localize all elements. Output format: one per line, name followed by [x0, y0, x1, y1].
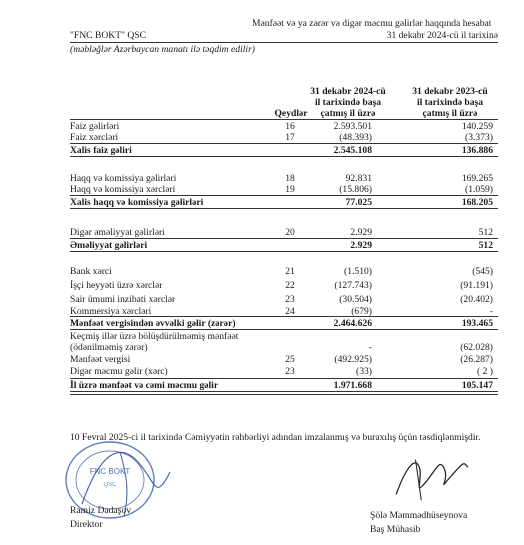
row-value-2024: 2.464.626	[333, 318, 372, 329]
table-row	[70, 145, 495, 156]
row-value-2023: (20.402)	[460, 294, 493, 305]
table-row	[70, 354, 495, 365]
table-row	[70, 380, 495, 391]
row-note: 22	[285, 280, 295, 291]
table-row	[70, 331, 495, 342]
row-label: Kommersiya xərcləri	[70, 306, 152, 317]
row-value-2023: 512	[478, 227, 493, 238]
row-label: Bank xərci	[70, 266, 112, 277]
row-label: Xalis haqq və komissiya gəlirləri	[70, 197, 204, 208]
row-value-2023: (62.028)	[460, 342, 493, 353]
table-row	[70, 294, 495, 305]
row-value-2024: (33)	[356, 366, 372, 377]
row-label: Xalis faiz gəliri	[70, 145, 132, 156]
director-title: Direktor	[70, 519, 103, 530]
row-value-2023: (1.059)	[465, 184, 493, 195]
notes-header: Qeydlər	[274, 108, 308, 119]
table-row	[70, 366, 495, 377]
row-label: (ödənilməmiş zərər)	[70, 342, 148, 353]
row-label: Haqq və komissiya xərcləri	[70, 184, 176, 195]
row-value-2024: (15.806)	[339, 184, 372, 195]
row-value-2023: 168.205	[461, 197, 493, 208]
row-value-2023: 136.886	[461, 145, 493, 156]
company-name: "FNC BOKT" QSC	[70, 30, 147, 41]
row-note: 19	[285, 184, 295, 195]
table-rule	[70, 208, 498, 209]
row-value-2023: 512	[478, 240, 493, 251]
table-rule	[70, 378, 498, 379]
svg-text:QSC: QSC	[103, 482, 117, 488]
table-rule	[70, 391, 498, 395]
row-value-2024: (48.393)	[339, 132, 372, 143]
row-value-2023: 193.465	[461, 318, 493, 329]
chief-accountant-signature-icon	[385, 448, 475, 506]
table-row	[70, 197, 495, 208]
row-note: 23	[285, 294, 295, 305]
col2-header: 31 dekabr 2023-cü il tarixində başa çatmış il üzrə	[412, 86, 488, 119]
row-value-2023: (26.287)	[460, 354, 493, 365]
row-label: Keçmiş illər üzrə bölüşdürülməmiş mənfəət	[70, 331, 239, 342]
row-value-2023: -	[489, 306, 493, 317]
director-name: Ramiz Dadaşov	[70, 505, 132, 516]
row-label: Digər əməliyyat gəlirləri	[70, 227, 165, 238]
table-row	[70, 227, 495, 238]
table-rule	[70, 195, 498, 196]
row-label: İl üzrə mənfəət və cəmi məcmu gəlir	[70, 380, 219, 391]
row-value-2024: (30.504)	[339, 294, 372, 305]
col1-header: 31 dekabr 2024-cü il tarixində başa çatmış il üzrə	[310, 86, 386, 119]
row-value-2024: -	[368, 342, 372, 353]
table-row	[70, 240, 495, 251]
table-row	[70, 280, 495, 291]
table-rule	[70, 316, 498, 317]
table-row	[70, 266, 495, 277]
row-label: Haqq və komissiya gəlirləri	[70, 173, 177, 184]
row-label: Faiz gəlirləri	[70, 121, 120, 132]
table-rule	[70, 156, 498, 157]
row-value-2024: 1.971.668	[333, 380, 372, 391]
row-note: 23	[285, 366, 295, 377]
row-value-2023: (3.373)	[465, 132, 493, 143]
svg-text:FNC BOKT: FNC BOKT	[89, 467, 131, 476]
row-note: 16	[285, 121, 295, 132]
row-value-2024: 2.929	[350, 240, 372, 251]
row-value-2024: 92.831	[345, 173, 372, 184]
table-rule	[70, 143, 498, 144]
row-value-2024: 2.545.108	[333, 145, 372, 156]
row-label: Əməliyyat gəlirləri	[70, 240, 148, 251]
row-value-2024: 77.025	[345, 197, 372, 208]
row-note: 20	[285, 227, 295, 238]
table-row	[70, 121, 495, 132]
table-rule	[70, 329, 498, 330]
row-value-2024: (492.925)	[334, 354, 372, 365]
table-rule	[70, 251, 498, 252]
row-value-2024: 2.593.501	[333, 121, 372, 132]
row-value-2023: 169.265	[461, 173, 493, 184]
row-label: Faiz xərcləri	[70, 132, 119, 143]
approval-text: 10 Fevral 2025-ci il tarixində Cəmiyyətin rəhbərliyi adından imzalanmış və buraxılış üçün təsdiqlənmişdir.	[70, 432, 481, 443]
chief-accountant-title: Baş Mühasib	[370, 524, 421, 535]
table-row	[70, 342, 495, 353]
row-value-2023: ( 2 )	[477, 366, 493, 377]
col1-header-underline	[320, 119, 396, 120]
row-note: 17	[285, 132, 295, 143]
row-value-2024: (679)	[351, 306, 372, 317]
row-label: İşçi heyyəti üzrə xərclər	[70, 280, 163, 291]
row-label: Sair ümumi inzibati xərclər	[70, 294, 176, 305]
row-note: 21	[285, 266, 295, 277]
col-header-rule	[70, 119, 498, 120]
chief-accountant-name: Şölə Məmmədhüseynova	[370, 510, 468, 521]
row-value-2023: (91.191)	[460, 280, 493, 291]
table-row	[70, 318, 495, 329]
row-value-2023: 140.259	[461, 121, 493, 132]
row-value-2023: 105.147	[461, 380, 493, 391]
row-value-2024: 2.929	[350, 227, 372, 238]
row-value-2023: (545)	[472, 266, 493, 277]
row-label: Digər məcmu gəlir (xərc)	[70, 366, 168, 377]
header-rule	[70, 42, 498, 43]
row-label: Mənfəət vergisi	[70, 354, 131, 365]
row-label: Mənfəət vergisindən əvvəlki gəlir (zərər)	[70, 318, 236, 329]
report-date: 31 dekabr 2024-cü il tarixinə	[386, 30, 498, 41]
report-title: Mənfəət və ya zərər və digər məcmu gəlirlər haqqında hesabat	[252, 18, 492, 29]
row-value-2024: (127.743)	[334, 280, 372, 291]
row-note: 18	[285, 173, 295, 184]
table-rule	[70, 238, 498, 239]
row-note: 24	[285, 306, 295, 317]
table-row	[70, 184, 495, 195]
table-row	[70, 173, 495, 184]
currency-note: (məbləğlər Azərbaycan manatı ilə təqdim edilir)	[70, 44, 255, 55]
table-row	[70, 132, 495, 143]
row-value-2024: (1.510)	[344, 266, 372, 277]
row-note: 25	[285, 354, 295, 365]
